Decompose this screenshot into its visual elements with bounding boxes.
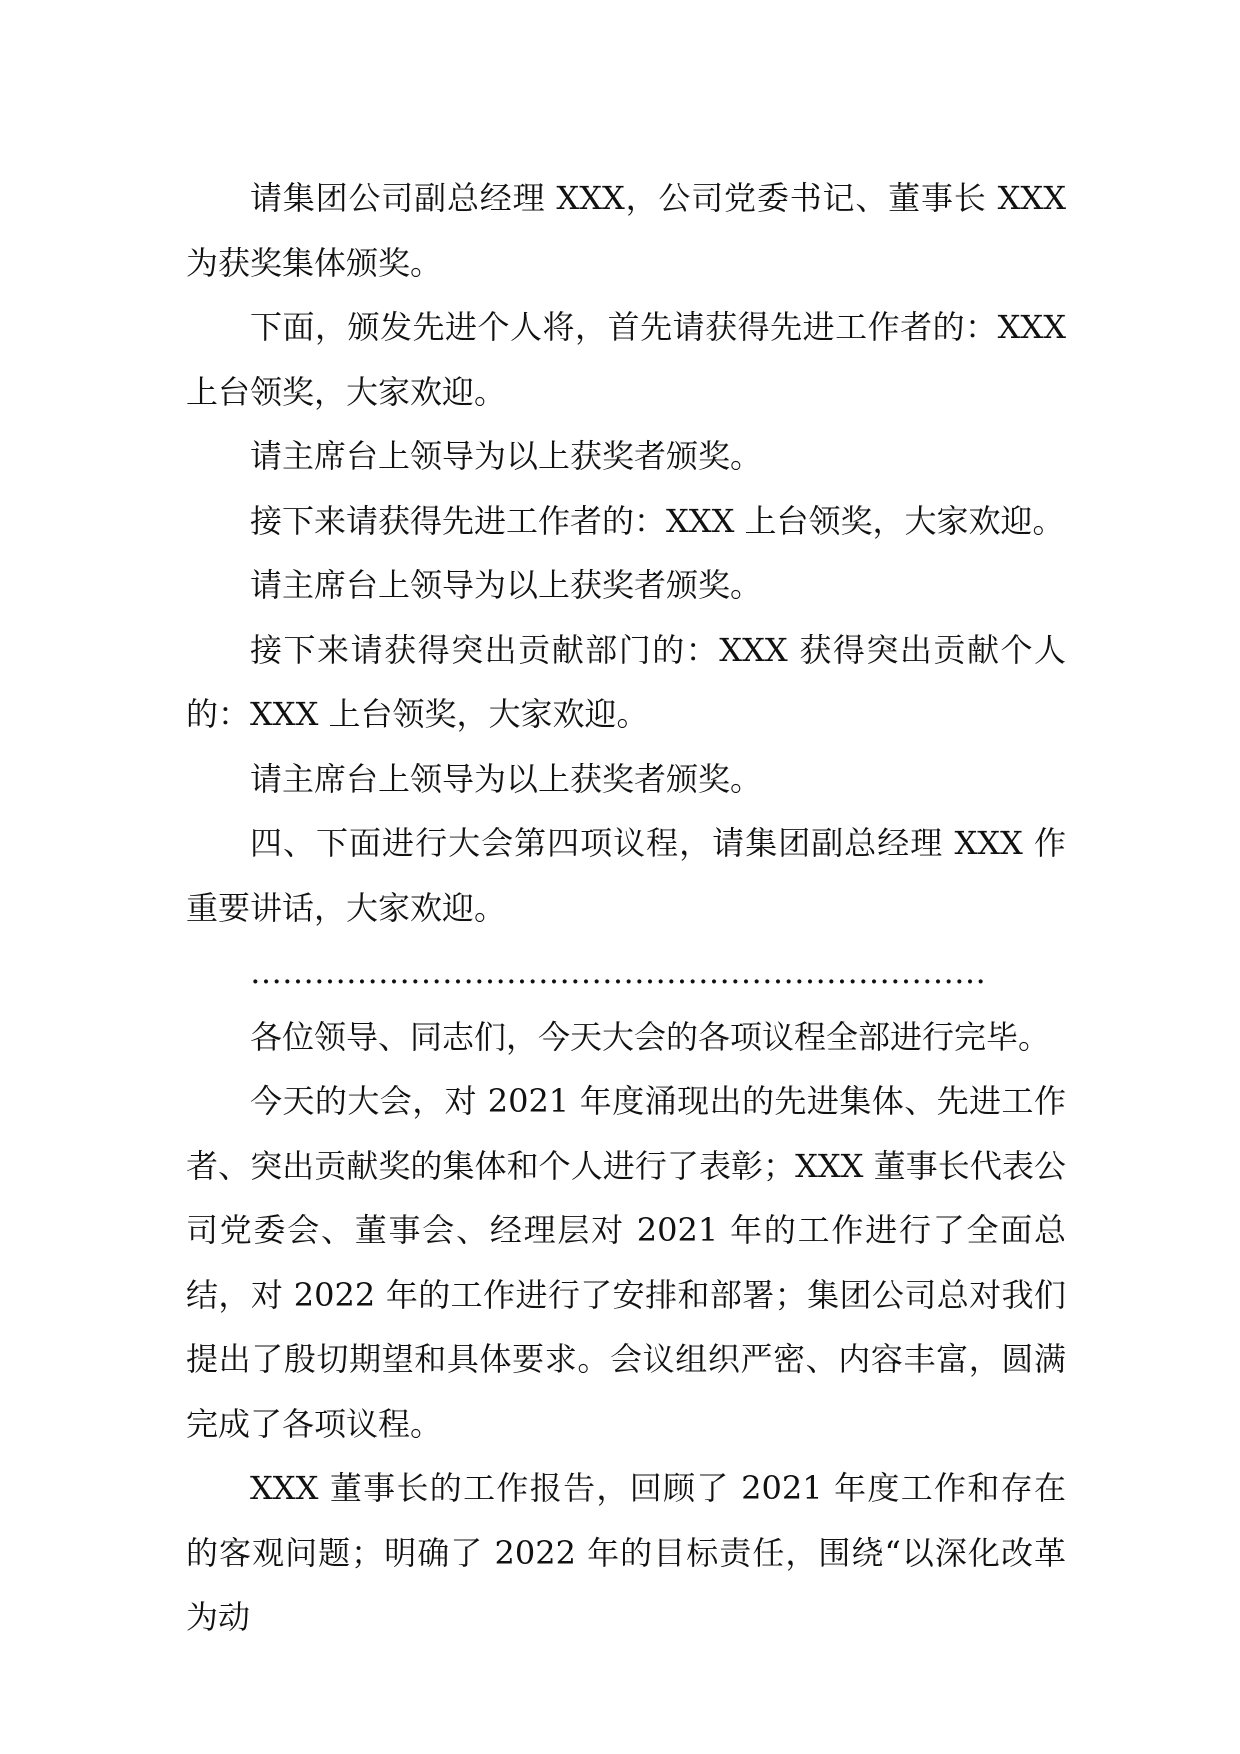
document-body: [186, 166, 1066, 1650]
ellipsis-divider: ……………………………………………………………: [250, 953, 986, 991]
paragraph-individual-award-intro: 下面，颁发先进个人将，首先请获得先进工作者的：XXX 上台领奖，大家欢迎。: [186, 308, 1066, 411]
paragraph-outstanding-contribution: 接下来请获得突出贡献部门的：XXX 获得突出贡献个人的：XXX 上台领奖，大家欢迎。: [186, 630, 1066, 733]
paragraph-agenda-complete: 各位领导、同志们，今天大会的各项议程全部进行完毕。: [250, 1017, 1051, 1056]
paragraph-agenda-four: 四、下面进行大会第四项议程，请集团副总经理 XXX 作重要讲话，大家欢迎。: [186, 824, 1066, 927]
paragraph-meeting-summary: 今天的大会，对 2021 年度涌现出的先进集体、先进工作者、突出贡献奖的集体和个人进行了表彰；XXX 董事长代表公司党委会、董事会、经理层对 2021 年的工作进行了全面总结，对 2022 年的工作进行了安排和部署；集团公司总对我们提出了殷切期望和具体要求。会议组织严密、内容丰富，圆满完成了各项议程。: [186, 1082, 1066, 1443]
paragraph-advanced-workers: 接下来请获得先进工作者的：XXX 上台领奖，大家欢迎。: [250, 501, 1065, 540]
paragraph-presenters-3: 请主席台上领导为以上获奖者颁奖。: [250, 759, 763, 798]
paragraph-presenters-2: 请主席台上领导为以上获奖者颁奖。: [250, 566, 763, 604]
paragraph-chairman-report: XXX 董事长的工作报告，回顾了 2021 年度工作和存在的客观问题；明确了 2022 年的目标责任，围绕“以深化改革为动: [186, 1469, 1066, 1636]
paragraph-presenters-1: 请主席台上领导为以上获奖者颁奖。: [250, 437, 763, 475]
paragraph-award-collective: 请集团公司副总经理 XXX，公司党委书记、董事长 XXX 为获奖集体颁奖。: [186, 179, 1066, 282]
